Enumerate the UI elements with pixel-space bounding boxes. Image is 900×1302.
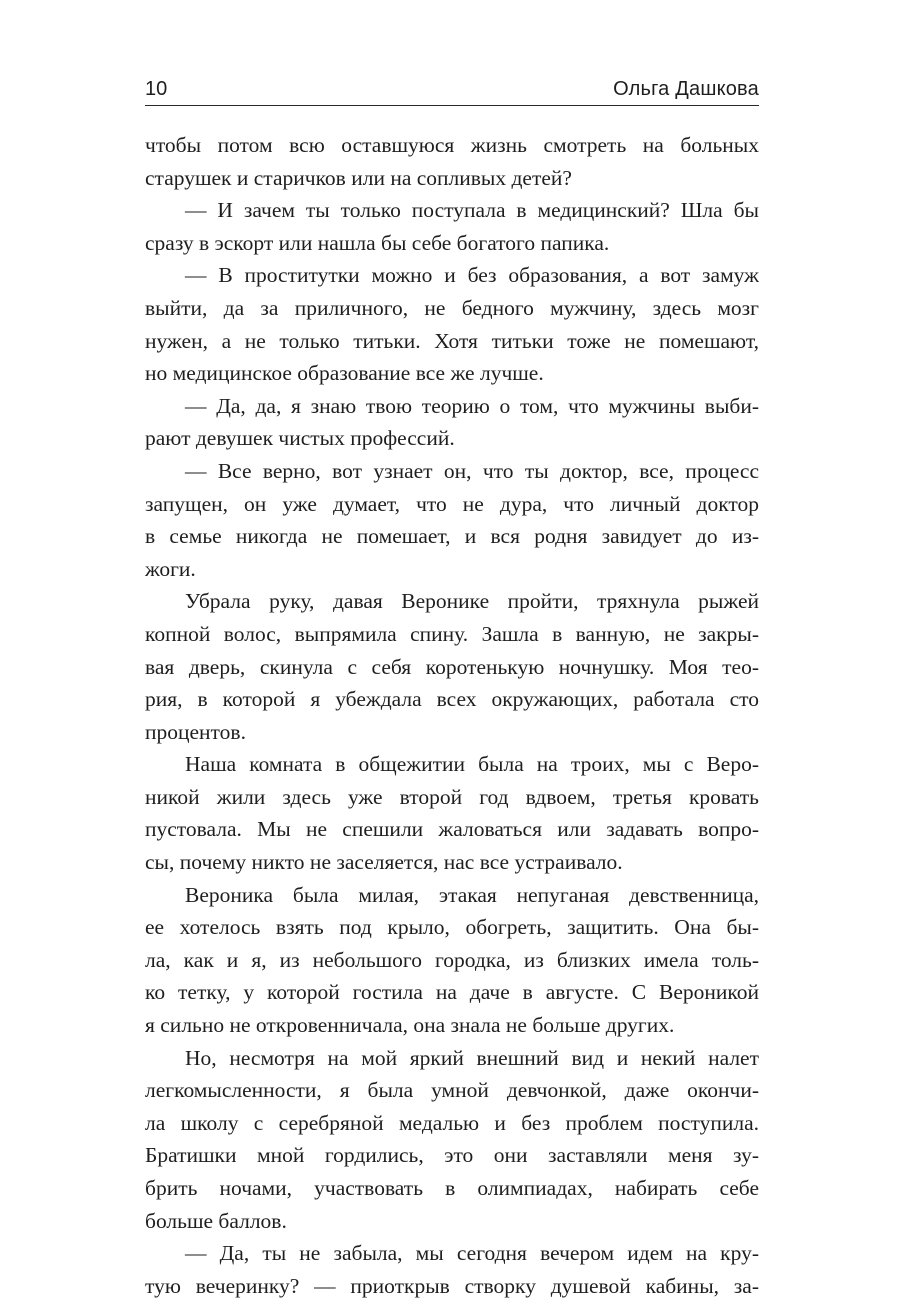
text-line: больше баллов. <box>145 1208 287 1233</box>
text-line: — Да, да, я знаю твою теорию о том, что мужчины выби- <box>185 393 759 418</box>
text-line: но медицинское образование все же лучше. <box>145 361 544 386</box>
text-line: старушек и старичков или на сопливых детей? <box>145 165 572 190</box>
text-line: сразу в эскорт или нашла бы себе богатого папика. <box>145 230 610 255</box>
text-line: я сильно не откровенничала, она знала не больше других. <box>145 1013 675 1038</box>
text-line: ее хотелось взять под крыло, обогреть, защитить. Она бы- <box>145 915 759 940</box>
text-line: ко тетку, у которой гостила на даче в августе. С Вероникой <box>145 980 759 1005</box>
text-line: копной волос, выпрямила спину. Зашла в ванную, не закры- <box>145 621 759 646</box>
text-line: выйти, да за приличного, не бедного мужчину, здесь мозг <box>145 295 759 320</box>
text-line: ла, как и я, из небольшого городка, из близких имела толь- <box>145 947 759 972</box>
text-line: рия, в которой я убеждала всех окружающих, работала сто <box>145 687 759 712</box>
text-line: запущен, он уже думает, что не дура, что личный доктор <box>145 491 759 516</box>
text-line: жоги. <box>145 556 196 581</box>
text-line: брить ночами, участвовать в олимпиадах, набирать себе <box>145 1176 759 1200</box>
text-line: вая дверь, скинула с себя коротенькую ночнушку. Моя тео- <box>145 654 759 679</box>
text-line: — В проститутки можно и без образования, а вот замуж <box>185 263 759 288</box>
running-header <box>145 74 759 104</box>
text-line: — И зачем ты только поступала в медицинский? Шла бы <box>185 198 759 223</box>
text-line: нужен, а не только титьки. Хотя титьки тоже не помешают, <box>145 328 759 353</box>
text-line: — Да, ты не забыла, мы сегодня вечером идем на кру- <box>185 1241 759 1266</box>
text-line: процентов. <box>145 719 246 744</box>
author-name: Ольга Дашкова <box>613 78 759 100</box>
text-line: Наша комната в общежитии была на троих, мы с Веро- <box>185 752 759 777</box>
text-line: сы, почему никто не заселяется, нас все устраивало. <box>145 850 623 875</box>
text-line: никой жили здесь уже второй год вдвоем, третья кровать <box>145 784 759 809</box>
page-number: 10 <box>145 78 168 100</box>
text-line: пустовала. Мы не спешили жаловаться или задавать вопро- <box>145 817 759 842</box>
text-line: в семье никогда не помешает, и вся родня завидует до из- <box>145 524 759 549</box>
text-line: чтобы потом всю оставшуюся жизнь смотреть на больных <box>145 133 759 157</box>
text-line: Братишки мной гордились, это они заставляли меня зу- <box>145 1143 759 1168</box>
text-line: рают девушек чистых профессий. <box>145 426 455 451</box>
text-line: легкомысленности, я была умной девчонкой, даже окончи- <box>145 1078 759 1103</box>
text-line: — Все верно, вот узнает он, что ты доктор, все, процесс <box>185 458 759 483</box>
body-text <box>145 129 759 1302</box>
text-line: ла школу с серебряной медалью и без проблем поступила. <box>145 1110 759 1135</box>
text-line: Но, несмотря на мой яркий внешний вид и некий налет <box>185 1045 759 1070</box>
text-line: Вероника была милая, этакая непуганая девственница, <box>185 882 759 907</box>
text-line: Убрала руку, давая Веронике пройти, тряхнула рыжей <box>185 589 759 614</box>
text-line: тую вечеринку? — приоткрыв створку душевой кабины, за- <box>145 1273 759 1298</box>
header-rule <box>145 105 759 106</box>
